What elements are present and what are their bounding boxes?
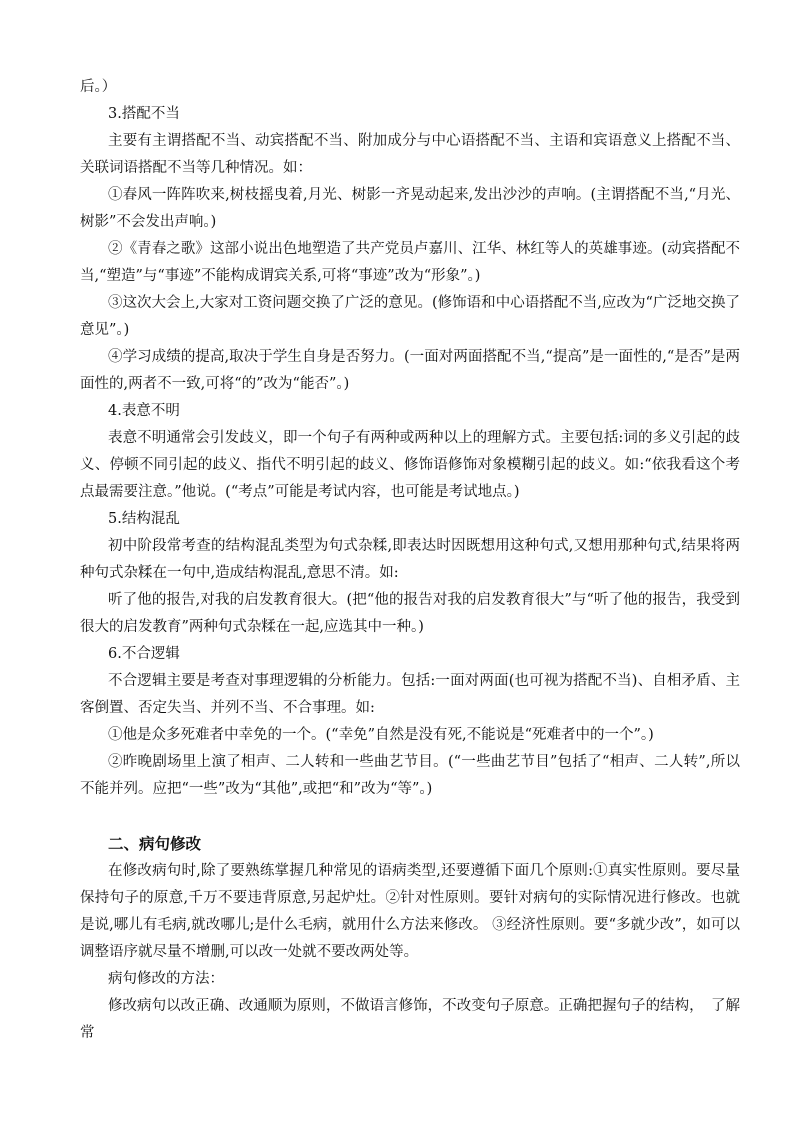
example-3: ③这次大会上,大家对工资问题交换了广泛的意见。(修饰语和中心语搭配不当,应改为“广泛地交换了意见”。) [80, 295, 740, 338]
paragraph-continuation: 后。） [80, 79, 117, 95]
example-2: ②《青春之歌》这部小说出色地塑造了共产党员卢嘉川、江华、林红等人的英雄事迹。(动宾搭配不当,“塑造”与“事迹”不能构成谓宾关系,可将“事迹”改为“形象”。) [80, 241, 740, 284]
example-1: ①春风一阵阵吹来,树枝摇曳着,月光、树影一齐晃动起来,发出沙沙的声响。(主谓搭配不当,“月光、树影”不会发出声响。) [80, 187, 740, 230]
paragraph-illogical: 不合逻辑主要是考查对事理逻辑的分析能力。包括:一面对两面(也可视为搭配不当)、自相矛盾、主客倒置、否定失当、并列不当、不合事理。如: [80, 673, 740, 716]
subheading-illogical: 6.不合逻辑 [108, 646, 180, 662]
example-illogical-1: ①他是众多死难者中幸免的一个。(“幸免”自然是没有死,不能说是“死难者中的一个”。) [108, 727, 654, 743]
subheading-collocation-error: 3.搭配不当 [108, 106, 180, 122]
paragraph-collocation-intro: 主要有主谓搭配不当、动宾搭配不当、附加成分与中心语搭配不当、主语和宾语意义上搭配不当、关联词语搭配不当等几种情况。如： [80, 133, 740, 176]
paragraph-ambiguity: 表意不明通常会引发歧义，即一个句子有两种或两种以上的理解方式。主要包括:词的多义引起的歧义、停顿不同引起的歧义、指代不明引起的歧义、修饰语修饰对象模糊引起的歧义。如:“依我看这个考点最需要注意。”他说。(“考点”可能是考试内容，也可能是考试地点。) [80, 430, 740, 500]
example-illogical-2: ②昨晚剧场里上演了相声、二人转和一些曲艺节目。(“一些曲艺节目”包括了“相声、二人转”,所以不能并列。应把“一些”改为“其他”,或把“和”改为“等”。) [80, 754, 740, 797]
paragraph-structure-error: 初中阶段常考查的结构混乱类型为句式杂糅,即表达时因既想用这种句式,又想用那种句式,结果将两种句式杂糅在一句中,造成结构混乱,意思不清。如: [80, 538, 740, 581]
subheading-ambiguity: 4.表意不明 [108, 403, 180, 419]
subheading-structure-error: 5.结构混乱 [108, 511, 180, 527]
subheading-correction-methods: 病句修改的方法： [108, 971, 224, 987]
section-heading-correction: 二、病句修改 [108, 834, 202, 853]
paragraph-correction-methods: 修改病句以改正确、改通顺为原则，不做语言修饰，不改变句子原意。正确把握句子的结构， 了解常 [80, 998, 740, 1041]
paragraph-correction-principles: 在修改病句时,除了要熟练掌握几种常见的语病类型,还要遵循下面几个原则:①真实性原则。要尽量保持句子的原意,千万不要违背原意,另起炉灶。②针对性原则。要针对病句的实际情况进行修改。也就是说,哪儿有毛病,就改哪儿;是什么毛病，就用什么方法来修改。 ③经济性原则。要“多就少改”，如可以调整语序就尽量不增删,可以改一处就不要改两处等。 [80, 863, 740, 960]
example-structure: 听了他的报告,对我的启发教育很大。(把“他的报告对我的启发教育很大”与“听了他的报告，我受到很大的启发教育”两种句式杂糅在一起,应选其中一种。) [80, 592, 740, 635]
example-4: ④学习成绩的提高,取决于学生自身是否努力。(一面对两面搭配不当,“提高”是一面性的,“是否”是两面性的,两者不一致,可将“的”改为“能否”。) [80, 349, 740, 392]
